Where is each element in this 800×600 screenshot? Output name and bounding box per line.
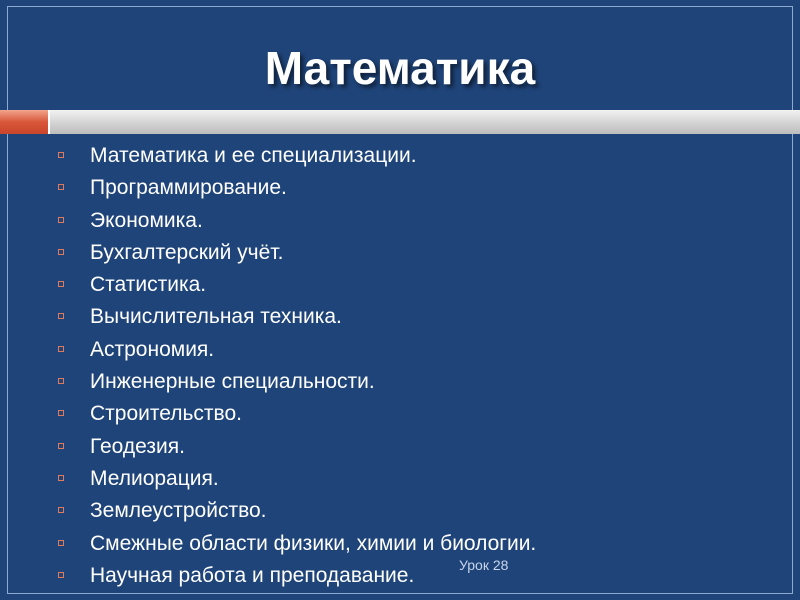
list-item: Геодезия.	[58, 431, 536, 463]
list-item: Статистика.	[58, 269, 536, 301]
square-bullet-icon	[58, 152, 64, 158]
square-bullet-icon	[58, 540, 64, 546]
square-bullet-icon	[58, 475, 64, 481]
list-item: Математика и ее специализации.	[58, 140, 536, 172]
list-item: Программирование.	[58, 172, 536, 204]
accent-band-gray	[50, 110, 800, 134]
list-item: Мелиорация.	[58, 463, 536, 495]
square-bullet-icon	[58, 346, 64, 352]
square-bullet-icon	[58, 313, 64, 319]
list-item: Научная работа и преподавание.	[58, 560, 536, 592]
list-item: Экономика.	[58, 205, 536, 237]
square-bullet-icon	[58, 184, 64, 190]
square-bullet-icon	[58, 410, 64, 416]
list-item: Бухгалтерский учёт.	[58, 237, 536, 269]
square-bullet-icon	[58, 217, 64, 223]
list-item: Землеустройство.	[58, 495, 536, 527]
square-bullet-icon	[58, 281, 64, 287]
list-item: Инженерные специальности.	[58, 366, 536, 398]
list-item: Астрономия.	[58, 334, 536, 366]
list-item: Вычислительная техника.	[58, 301, 536, 333]
list-item: Смежные области физики, химии и биологии.	[58, 528, 536, 560]
slide-title: Математика	[264, 42, 536, 94]
square-bullet-icon	[58, 507, 64, 513]
bullet-list	[58, 140, 536, 592]
accent-band-red	[0, 110, 50, 134]
square-bullet-icon	[58, 572, 64, 578]
list-item: Строительство.	[58, 398, 536, 430]
square-bullet-icon	[58, 443, 64, 449]
square-bullet-icon	[58, 249, 64, 255]
slide-footer-lesson-number: Урок 28	[459, 557, 509, 573]
square-bullet-icon	[58, 378, 64, 384]
